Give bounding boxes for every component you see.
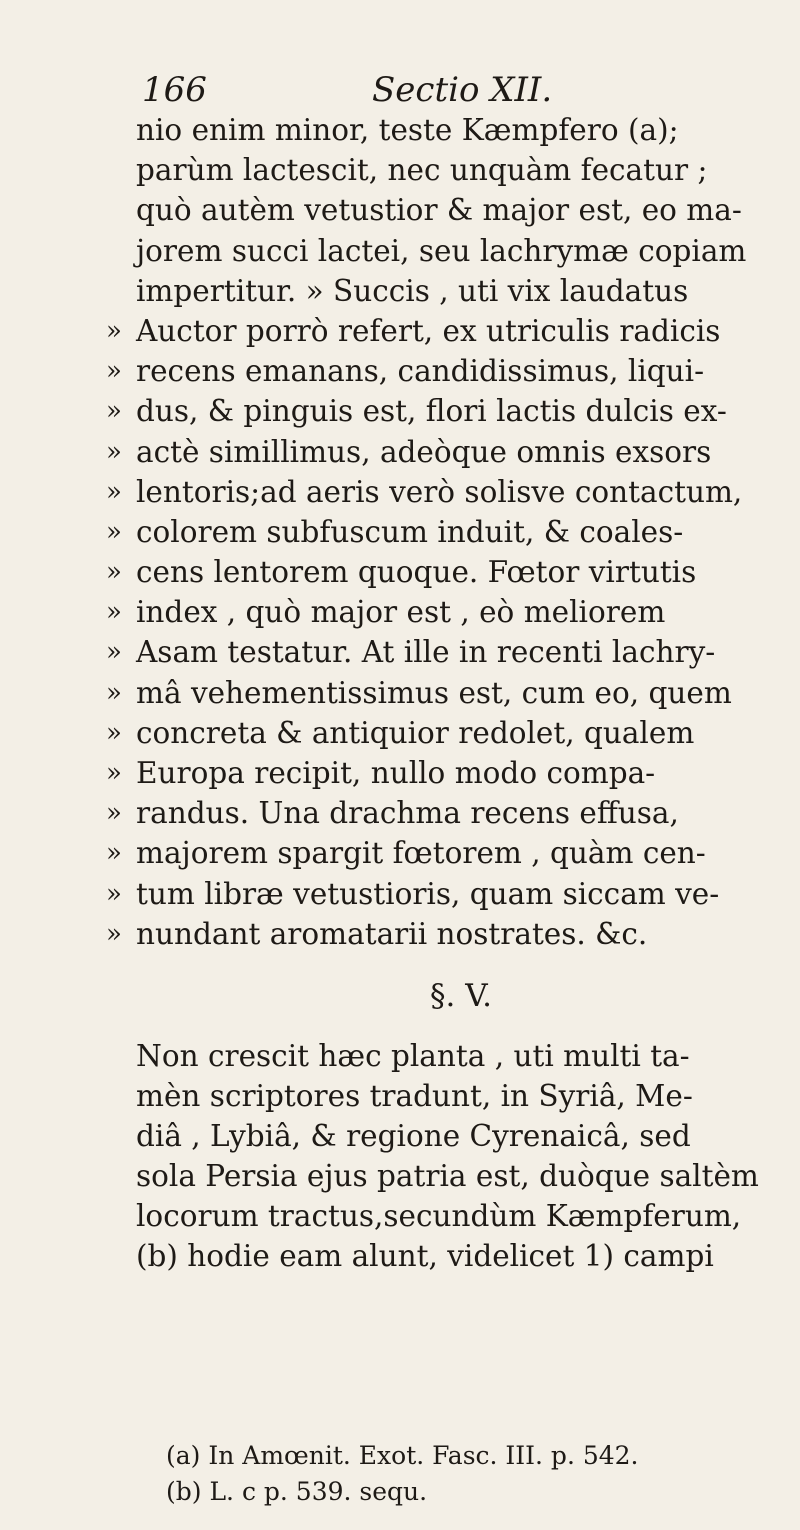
quote-mark: » <box>106 516 122 547</box>
quote-mark: » <box>106 396 122 427</box>
text-line: diâ , Lybiâ, & regione Cyrenaicâ, sed <box>136 1118 691 1153</box>
line-text: dus, & pinguis est, flori lactis dulcis ex- <box>136 394 727 429</box>
quote-mark: » <box>106 557 122 588</box>
line-text: jorem succi lactei, seu lachrymæ copiam <box>136 233 747 268</box>
text-line <box>106 673 786 713</box>
text-line <box>136 231 786 271</box>
text-line <box>106 753 786 793</box>
text-line: (b) hodie eam alunt, videlicet 1) campi <box>136 1238 714 1273</box>
text-line <box>106 311 786 351</box>
line-text: quò autèm vetustior & major est, eo ma- <box>136 193 742 228</box>
text-line <box>106 472 786 512</box>
line-text: Auctor porrò refert, ex utriculis radicis <box>136 313 721 348</box>
text-line <box>106 432 786 472</box>
page-number: 166 <box>142 70 207 110</box>
paragraph-1 <box>106 110 786 954</box>
line-text: cens lentorem quoque. Fœtor virtutis <box>136 555 697 590</box>
running-header <box>142 70 782 114</box>
line-text: randus. Una drachma recens effusa, <box>136 796 679 831</box>
quote-mark: » <box>106 758 122 788</box>
quote-mark: » <box>106 436 122 467</box>
quote-mark: » <box>106 717 122 748</box>
quote-mark: » <box>106 878 122 909</box>
text-line <box>106 512 786 552</box>
line-text: tum libræ vetustioris, quam siccam ve- <box>136 876 720 911</box>
text-line <box>106 833 786 873</box>
line-text: impertitur. » Succis , uti vix laudatus <box>136 273 689 308</box>
text-line: locorum tractus,secundùm Kæmpferum, <box>136 1198 742 1233</box>
quote-mark: » <box>106 637 122 668</box>
line-text: lentoris;ad aeris verò solisve contactum, <box>136 474 743 509</box>
text-line: Non crescit hæc planta , uti multi ta- <box>136 1038 690 1073</box>
text-line <box>106 552 786 592</box>
text-line <box>106 914 786 954</box>
quote-mark: » <box>106 476 122 507</box>
line-text: index , quò major est , eò meliorem <box>136 595 666 630</box>
line-text: colorem subfuscum induit, & coales- <box>136 514 684 549</box>
text-line <box>106 391 786 431</box>
text-line <box>136 190 786 230</box>
quote-mark: » <box>106 798 122 829</box>
text-line <box>106 713 786 753</box>
quote-mark: » <box>106 315 122 346</box>
line-text: actè simillimus, adeòque omnis exsors <box>136 434 712 469</box>
text-line <box>136 110 786 150</box>
quote-mark: » <box>106 918 122 949</box>
text-line <box>106 351 786 391</box>
line-text: nio enim minor, teste Kæmpfero (a); <box>136 113 679 147</box>
section-heading: §. V. <box>429 977 493 1014</box>
line-text: recens emanans, candidissimus, liqui- <box>136 354 705 389</box>
text-line <box>106 793 786 833</box>
paragraph-2 <box>136 1036 786 1276</box>
line-text: nundant aromatarii nostrates. &c. <box>136 916 648 951</box>
quote-mark: » <box>106 677 122 708</box>
section-title: Sectio XII. <box>372 70 553 110</box>
text-line <box>136 150 786 190</box>
main-text <box>106 110 786 1276</box>
line-text: parùm lactescit, nec unquàm fecatur ; <box>136 153 708 188</box>
text-line: mèn scriptores tradunt, in Syriâ, Me- <box>136 1078 693 1113</box>
line-text: mâ vehementissimus est, cum eo, quem <box>136 675 732 710</box>
footnote: (b) L. c p. 539. sequ. <box>166 1477 428 1506</box>
footnote: (a) In Amœnit. Exot. Fasc. III. p. 542. <box>166 1441 639 1470</box>
line-text: majorem spargit fœtorem , quàm cen- <box>136 836 706 871</box>
line-text: Europa recipit, nullo modo compa- <box>136 756 656 790</box>
quote-mark: » <box>106 838 122 869</box>
text-line <box>136 271 786 311</box>
quote-mark: » <box>106 597 122 628</box>
text-line <box>106 592 786 632</box>
footnotes <box>166 1438 639 1510</box>
text-line <box>106 874 786 914</box>
text-line <box>106 632 786 672</box>
text-line: sola Persia ejus patria est, duòque saltèm <box>136 1158 759 1193</box>
line-text: concreta & antiquior redolet, qualem <box>136 715 695 750</box>
line-text: Asam testatur. At ille in recenti lachry- <box>136 635 716 670</box>
quote-mark: » <box>106 356 122 387</box>
